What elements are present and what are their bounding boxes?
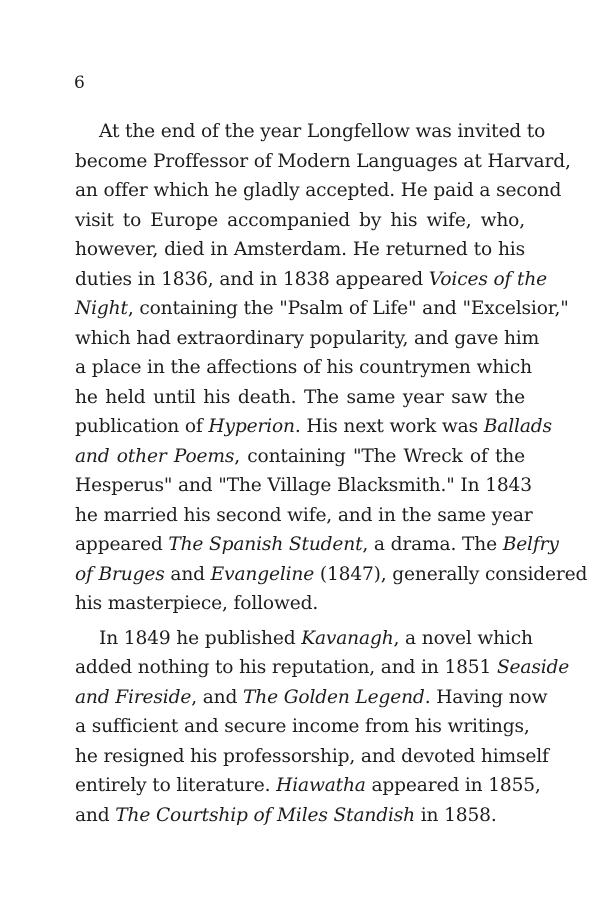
italic-title: The Golden Legend xyxy=(243,686,425,708)
text-run: appeared in 1855, xyxy=(365,775,541,796)
text-line xyxy=(75,383,525,413)
text-run: (1847), generally considered xyxy=(314,563,588,585)
text-run: , a novel which xyxy=(393,627,533,649)
text-line xyxy=(75,560,588,590)
paragraph xyxy=(75,624,570,831)
page-number: 6 xyxy=(74,73,85,93)
text-run: Hesperus" and "The Village Blacksmith." In 1843 xyxy=(75,475,532,496)
italic-title: Kavanagh xyxy=(301,627,394,649)
italic-title: and Fireside xyxy=(75,686,192,708)
text-run: entirely to literature. xyxy=(75,775,277,796)
italic-title: and other Poems xyxy=(75,445,235,467)
text-run: and xyxy=(164,563,211,585)
italic-title: Seaside xyxy=(496,657,570,678)
italic-title: Ballads xyxy=(483,416,552,437)
text-run: In 1849 he published xyxy=(99,627,302,649)
italic-title: The Spanish Student xyxy=(168,534,363,555)
text-run: publication of xyxy=(75,416,209,437)
text-line xyxy=(75,589,525,619)
text-line xyxy=(75,653,570,683)
text-run: visit to Europe accompanied by his wife, who, xyxy=(75,209,525,231)
text-line xyxy=(75,353,532,383)
italic-title: Voices of the xyxy=(428,268,548,290)
text-line xyxy=(75,471,532,501)
text-run: , containing the "Psalm of Life" and "Excelsior," xyxy=(127,298,569,319)
text-run: added nothing to his reputation, and in 1851 xyxy=(75,657,497,678)
text-line xyxy=(75,412,552,442)
text-run: his masterpiece, followed. xyxy=(75,593,319,614)
text-run: a place in the affections of his countrymen which xyxy=(75,357,532,378)
text-line xyxy=(75,530,559,560)
italic-title: Hyperion xyxy=(208,416,295,437)
text-line xyxy=(75,206,525,236)
text-line xyxy=(75,294,569,324)
italic-title: Evangeline xyxy=(210,563,315,585)
text-run: duties in 1836, and in 1838 appeared xyxy=(75,268,429,290)
text-run: At the end of the year Longfellow was invited to xyxy=(99,121,546,142)
text-line xyxy=(75,771,541,801)
text-line xyxy=(75,801,525,831)
text-line xyxy=(75,117,546,147)
text-line xyxy=(75,712,530,742)
body-text xyxy=(75,117,588,830)
text-run: however, died in Amsterdam. He returned to his xyxy=(75,239,525,260)
text-line xyxy=(75,501,533,531)
text-line xyxy=(75,235,525,265)
text-run: which had extraordinary popularity, and gave him xyxy=(75,327,540,349)
paragraph xyxy=(75,117,588,619)
text-line xyxy=(75,442,525,472)
text-line xyxy=(75,624,533,654)
text-run: he married his second wife, and in the same year xyxy=(75,504,533,526)
text-run: . Having now xyxy=(424,686,548,708)
text-run: appeared xyxy=(75,534,169,555)
italic-title: Night xyxy=(75,298,128,319)
italic-title: The Courtship of Miles Standish xyxy=(115,804,415,826)
text-line xyxy=(75,265,548,295)
text-run: an offer which he gladly accepted. He paid a second xyxy=(75,180,562,201)
text-run: , a drama. The xyxy=(362,534,503,555)
text-run: and xyxy=(75,804,116,826)
text-line xyxy=(75,683,548,713)
text-run: he resigned his professorship, and devoted himself xyxy=(75,745,549,767)
text-run: he held until his death. The same year saw the xyxy=(75,386,525,408)
text-line xyxy=(75,147,571,177)
italic-title: of Bruges xyxy=(75,563,165,585)
text-run: a sufficient and secure income from his writings, xyxy=(75,716,530,737)
text-run: , and xyxy=(191,686,244,708)
text-run: , containing "The Wreck of the xyxy=(234,445,525,467)
italic-title: Belfry xyxy=(502,534,559,555)
text-run: in 1858. xyxy=(414,804,497,826)
text-line xyxy=(75,324,540,354)
italic-title: Hiawatha xyxy=(276,775,366,796)
text-run: become Proffessor of Modern Languages at Harvard, xyxy=(75,150,571,172)
text-line xyxy=(75,742,549,772)
text-line xyxy=(75,176,562,206)
text-run: . His next work was xyxy=(294,416,484,437)
